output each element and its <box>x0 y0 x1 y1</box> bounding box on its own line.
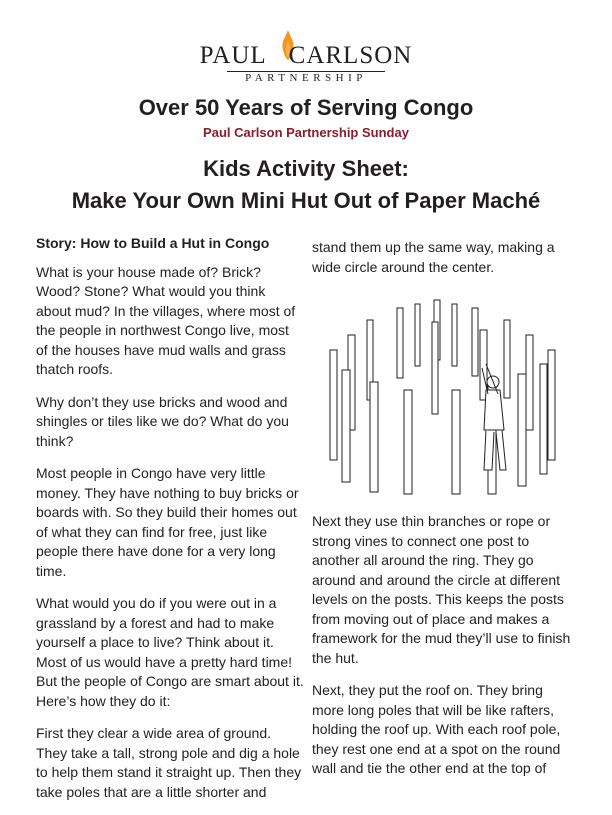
story-paragraph: Next they use thin branches or rope or strong vines to connect one post to another all around the ring. They go around and around the circle at different levels on the posts. This keeps the posts from moving out of place and makes a framework for the mud they’ll use to finish the hut. <box>312 513 571 666</box>
story-paragraph: Most people in Congo have very little money. They have nothing to buy bricks or boards with. So they build their homes out of what they can find for free, just like people there have done for a very long time. <box>36 465 299 579</box>
hut-poles-illustration <box>312 290 584 500</box>
page-subtitle: Paul Carlson Partnership Sunday <box>203 125 409 140</box>
partnership-logo <box>0 30 612 90</box>
activity-subtitle: Make Your Own Mini Hut Out of Paper Maché <box>71 188 541 213</box>
story-paragraph: First they clear a wide area of ground. They take a tall, strong pole and dig a hole to help them stand it straight up. Then they take poles that are a little shorter and <box>36 725 302 800</box>
right-column-bottom <box>312 512 576 792</box>
left-column <box>36 234 304 815</box>
story-heading: Story: How to Build a Hut in Congo <box>36 235 270 251</box>
page-title: Over 50 Years of Serving Congo <box>138 95 474 120</box>
logo-name <box>0 42 612 70</box>
story-paragraph: What would you do if you were out in a grassland by a forest and had to make yourself a place to live? Think about it. Most of us would have a pretty hard time! But the people of Congo are smart about it. Here’s how they do it: <box>36 595 304 709</box>
logo-name-right: CARLSON <box>288 42 413 69</box>
story-paragraph: Why don’t they use bricks and wood and shingles or tiles like we do? What do you think? <box>36 393 289 449</box>
right-column-top <box>312 238 576 290</box>
logo-name-left: PAUL <box>199 42 267 69</box>
activity-title: Kids Activity Sheet: <box>203 156 409 181</box>
story-paragraph: What is your house made of? Brick? Wood? Stone? What would you think about mud? In the villages, where most of the people in northwest Congo live, most of the houses have mud walls and grass thatch roofs. <box>36 263 296 377</box>
story-paragraph: stand them up the same way, making a wide circle around the center. <box>312 239 555 275</box>
logo-subtitle: PARTNERSHIP <box>245 72 367 84</box>
story-paragraph: Next, they put the roof on. They bring more long poles that will be like rafters, holding the roof up. With each roof pole, they rest one end at a spot on the round wall and tie the other end at the top of <box>312 682 561 776</box>
man-figure <box>480 330 506 470</box>
